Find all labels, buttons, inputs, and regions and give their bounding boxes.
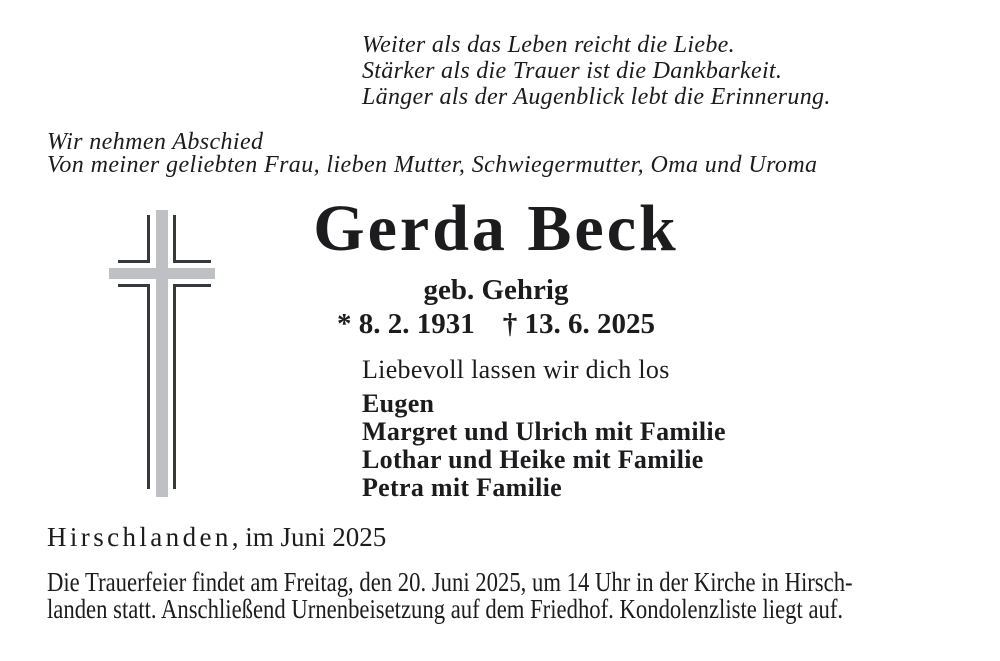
death-date: † 13. 6. 2025	[502, 308, 655, 340]
cross-outline	[118, 260, 150, 263]
mourner-line: Petra mit Familie	[362, 473, 563, 502]
maiden-name: geb. Gehrig	[423, 274, 569, 306]
cross-outline	[118, 284, 150, 287]
mourner-line: Eugen	[362, 389, 435, 418]
mourner-line: Margret und Ulrich mit Familie	[362, 417, 726, 446]
life-dates	[246, 310, 746, 339]
memorial-verse-line: Länger als der Augenblick lebt die Erinnerung.	[362, 84, 831, 110]
deceased-name: Gerda Beck	[313, 192, 679, 265]
mourner-line: Lothar und Heike mit Familie	[362, 445, 704, 474]
cross-outline	[147, 215, 150, 263]
cross-outline	[173, 284, 176, 489]
place-name: Hirschlanden	[47, 522, 232, 552]
memorial-verse-line: Stärker als die Trauer ist die Dankbarkeit.	[362, 58, 783, 84]
place-date-line	[47, 524, 386, 551]
memorial-verse-line: Weiter als das Leben reicht die Liebe.	[362, 32, 735, 58]
farewell-intro	[47, 131, 817, 177]
place-date-rest: , im Juni 2025	[231, 522, 387, 552]
cross-outline	[173, 284, 211, 287]
farewell-line: Liebevoll lassen wir dich los	[362, 355, 670, 384]
cross-outline	[173, 215, 176, 263]
memorial-cross-icon	[100, 200, 225, 510]
birth-date: * 8. 2. 1931	[337, 308, 475, 340]
funeral-info	[47, 569, 853, 623]
memorial-verse	[362, 32, 831, 110]
farewell-intro-line: Von meiner geliebten Frau, lieben Mutter, Schwiegermutter, Oma und Uroma	[47, 152, 818, 178]
farewell-intro-line: Wir nehmen Abschied	[47, 129, 264, 155]
funeral-info-line: Die Trauerfeier findet am Freitag, den 20. Juni 2025, um 14 Uhr in der Kirche in Hirsch-	[47, 567, 853, 597]
cross-horizontal-bar	[109, 268, 215, 279]
funeral-info-line: landen statt. Anschließend Urnenbeisetzung auf dem Friedhof. Kondolenzliste liegt auf.	[47, 594, 844, 624]
mourners-list	[362, 390, 726, 502]
cross-vertical-bar	[156, 210, 168, 497]
cross-outline	[147, 284, 150, 489]
cross-outline	[173, 260, 211, 263]
